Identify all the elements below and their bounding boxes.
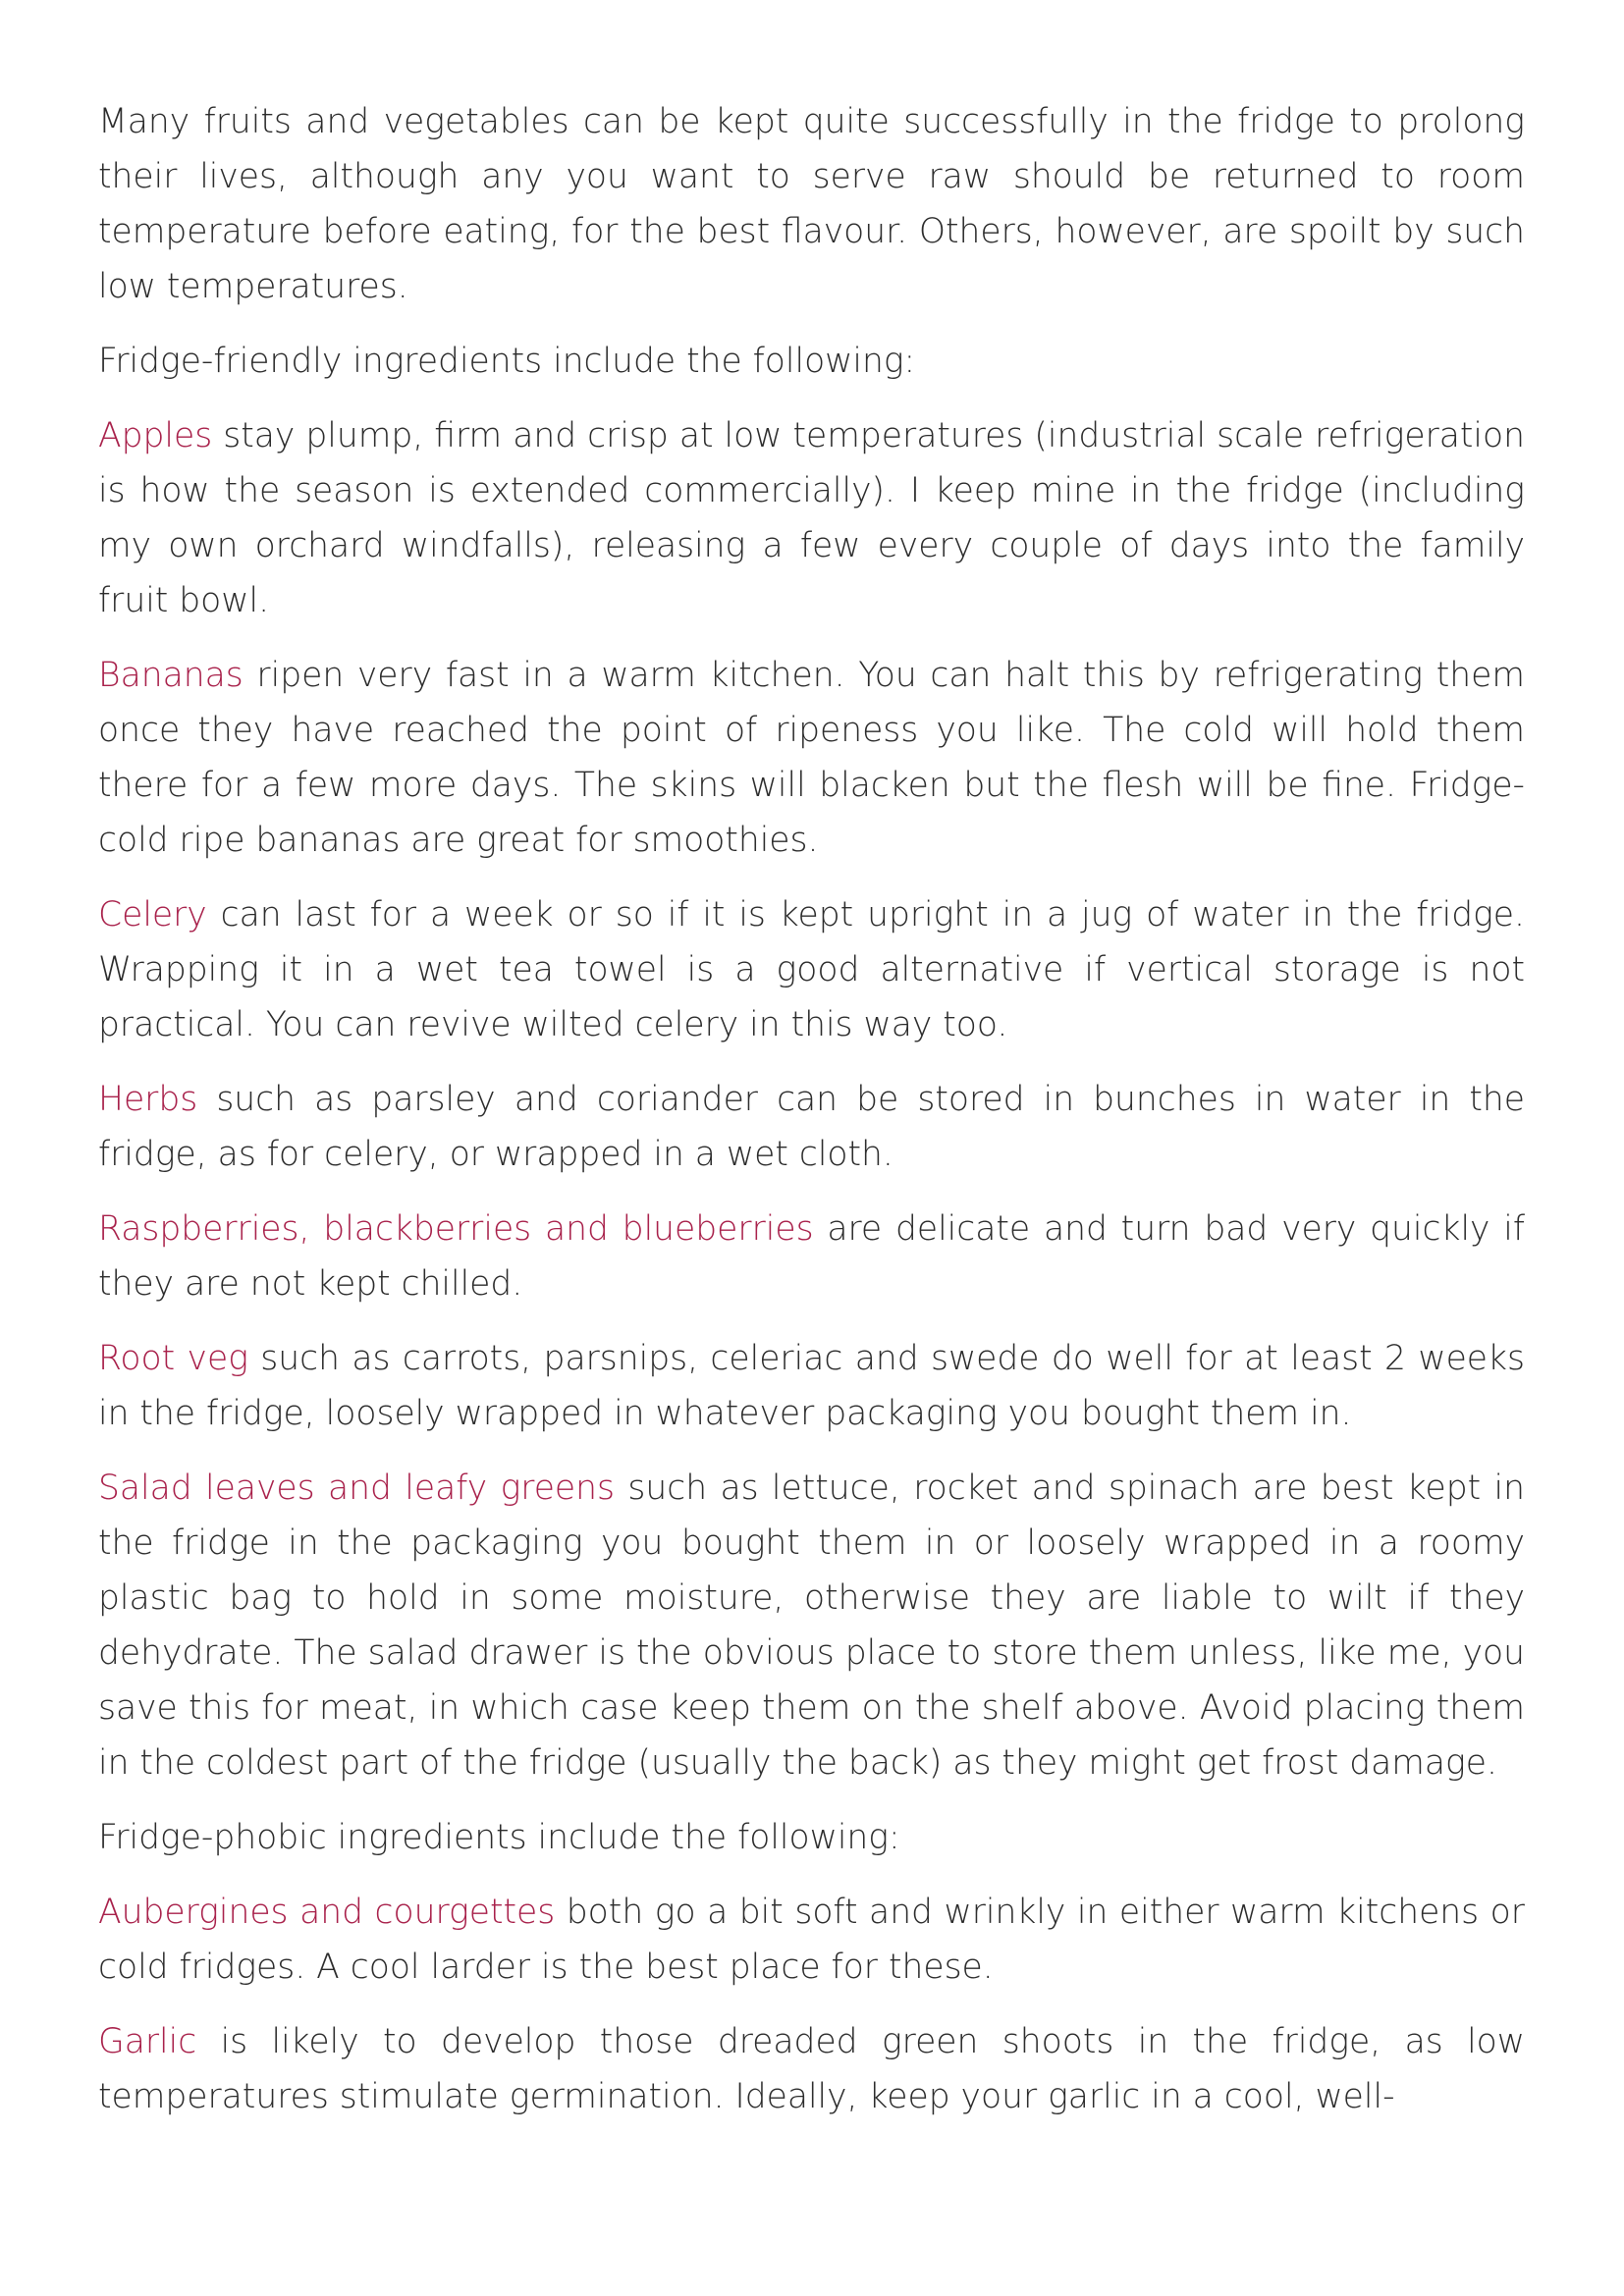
- ingredient-term: Raspberries, blackberries and blueberries: [98, 1209, 814, 1249]
- ingredient-entry-bananas: [98, 648, 1525, 868]
- ingredient-text: stay plump, firm and crisp at low temperatures (industrial scale refrigeration is how the season is extended commercially). I keep mine in the fridge (including my own orchard windfalls), releasing a few every couple of days into the family fruit bowl.: [98, 416, 1525, 620]
- intro-paragraph: Many fruits and vegetables can be kept quite successfully in the fridge to prolong their lives, although any you want to serve raw should be returned to room temperature before eating, for the best flavour. Others, however, are spoilt by such low temperatures.: [98, 102, 1525, 306]
- ingredient-term: Root veg: [98, 1339, 248, 1378]
- ingredient-entry-celery: [98, 887, 1525, 1052]
- friendly-heading: Fridge-friendly ingredients include the following:: [98, 342, 916, 381]
- document-page: [98, 94, 1525, 2144]
- ingredient-term: Salad leaves and leafy greens: [98, 1468, 615, 1508]
- ingredient-entry-herbs: [98, 1072, 1525, 1182]
- ingredient-entry-salad-leaves: [98, 1461, 1525, 1790]
- ingredient-term: Herbs: [98, 1080, 198, 1119]
- ingredient-entry-berries: [98, 1201, 1525, 1311]
- ingredient-text: is likely to develop those dreaded green shoots in the fridge, as low temperatures stimulate germination. Ideally, keep your garlic in a cool, well-: [98, 2022, 1525, 2116]
- ingredient-term: Aubergines and courgettes: [98, 1893, 556, 1932]
- ingredient-text: both go a bit soft and wrinkly in either warm kitchens or cold fridges. A cool larder is the best place for these.: [98, 1893, 1525, 1987]
- ingredient-term: Garlic: [98, 2022, 197, 2061]
- ingredient-text: are delicate and turn bad very quickly if they are not kept chilled.: [98, 1209, 1525, 1304]
- ingredient-entry-root-veg: [98, 1331, 1525, 1441]
- ingredient-entry-apples: [98, 408, 1525, 628]
- ingredient-text: ripen very fast in a warm kitchen. You can halt this by refrigerating them once they have reached the point of ripeness you like. The cold will hold them there for a few more days. The skins will blacken but the flesh will be fine. Fridge-cold ripe bananas are great for smoothies.: [98, 656, 1525, 860]
- ingredient-text: such as carrots, parsnips, celeriac and swede do well for at least 2 weeks in the fridge, loosely wrapped in whatever packaging you bought them in.: [98, 1339, 1525, 1433]
- ingredient-text: can last for a week or so if it is kept upright in a jug of water in the fridge. Wrapping it in a wet tea towel is a good alternative if vertical storage is not practical. You can revive wilted celery in this way too.: [98, 895, 1525, 1044]
- ingredient-entry-garlic: [98, 2014, 1525, 2124]
- ingredient-term: Celery: [98, 895, 207, 934]
- ingredient-term: Apples: [98, 416, 213, 455]
- phobic-heading: Fridge-phobic ingredients include the following:: [98, 1818, 900, 1857]
- ingredient-entry-aubergines: [98, 1885, 1525, 1995]
- ingredient-term: Bananas: [98, 656, 244, 695]
- ingredient-text: such as lettuce, rocket and spinach are best kept in the fridge in the packaging you bought them in or loosely wrapped in a roomy plastic bag to hold in some moisture, otherwise they are liable to wilt if they dehydrate. The salad drawer is the obvious place to store them unless, like me, you save this for meat, in which case keep them on the shelf above. Avoid placing them in the coldest part of the fridge (usually the back) as they might get frost damage.: [98, 1468, 1525, 1783]
- ingredient-text: such as parsley and coriander can be stored in bunches in water in the fridge, as for celery, or wrapped in a wet cloth.: [98, 1080, 1525, 1174]
